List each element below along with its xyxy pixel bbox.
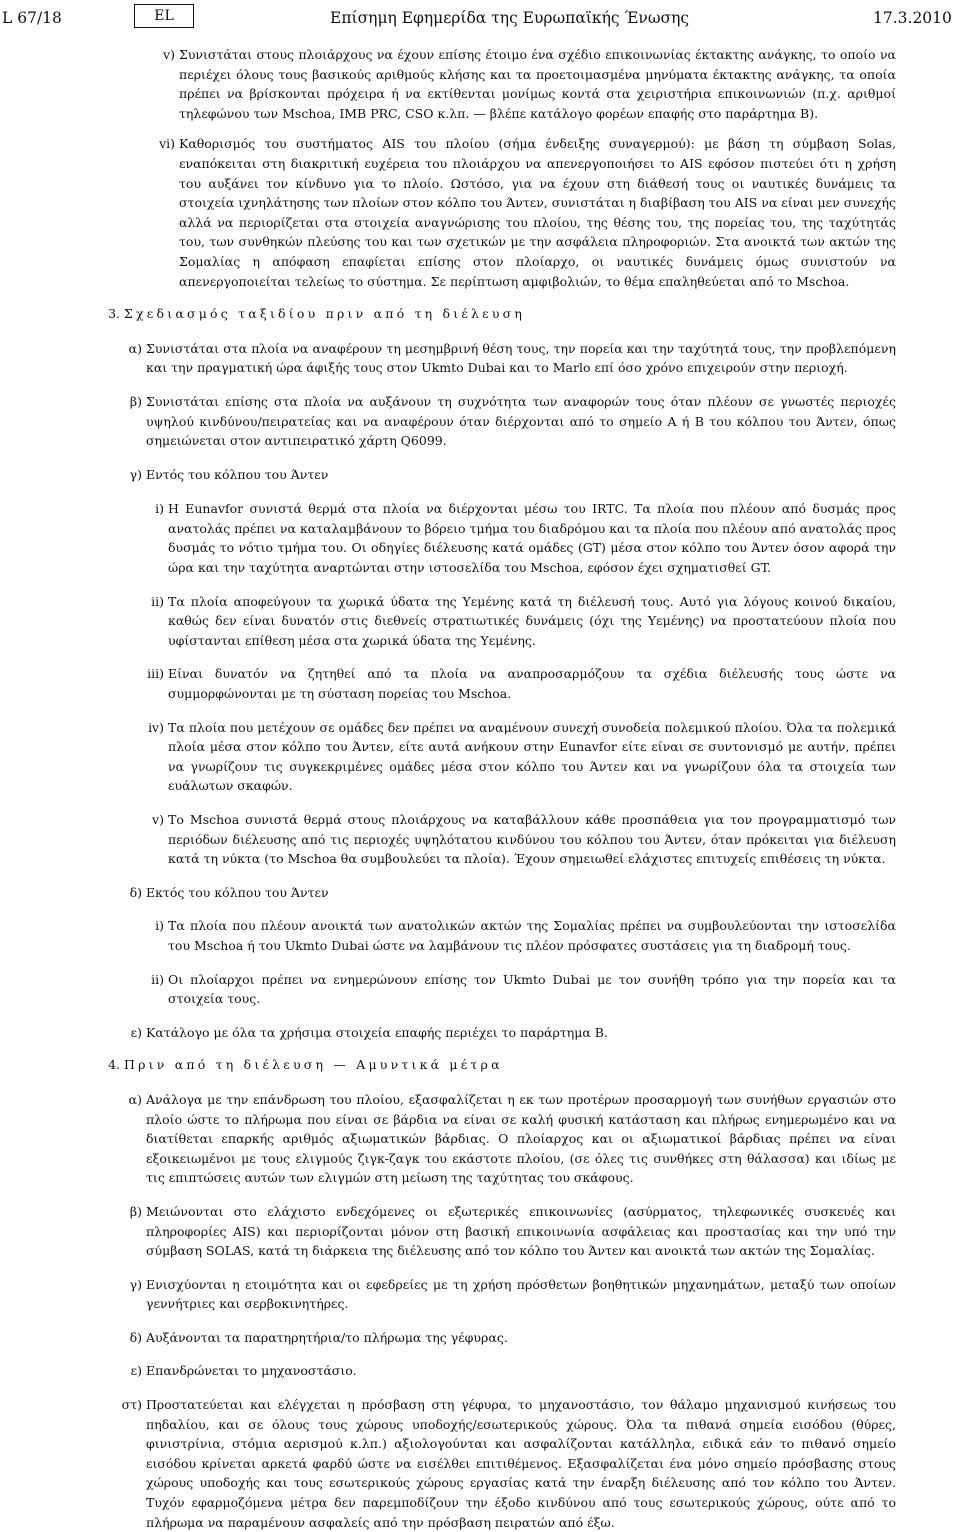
page-number: L 67/18: [2, 9, 62, 27]
item-label: στ): [121, 1397, 142, 1413]
paragraph-vi: [159, 134, 896, 291]
item-label: vi): [159, 136, 175, 152]
paragraph-4a: [128, 1090, 896, 1188]
subparagraph-g-iv: [148, 718, 896, 796]
item-label: i): [155, 501, 164, 517]
item-text: Τα πλοία που μετέχουν σε ομάδες δεν πρέπει να αναμένουν συνεχή συνοδεία πολεμικού πλοίου. Όλα τα πολεμικά πλοία μέσα στον κόλπο του Άντεν, είτε αυτά ανήκουν στην Eunavfor είτε είναι σε συντονισμό με αυτήν, πρέπει να γνωρίζουν τις συγκεκριμένες ομάδες μέσα στον κόλπο του Άντεν και να γνωρίζουν όλα τα στοιχεία των ευάλωτων σκαφών.: [168, 719, 896, 794]
item-text: Μειώνονται στο ελάχιστο ενδεχόμενες οι εξωτερικές επικοινωνίες (ασύρματος, τηλεφωνικές συσκευές και πληροφορίες AIS) και περιορίζονται μόνον στη βασική επικοινωνία ασφάλειας και προστασίας και την υπό την σύμβαση SOLAS, κατά τη διάρκεια της διέλευσης από τον κόλπο του Άντεν και ανοικτά των ακτών της Σομαλίας.: [146, 1203, 896, 1259]
paragraph-4g: [129, 1275, 896, 1314]
issue-date: 17.3.2010: [873, 9, 952, 27]
item-label: iii): [147, 666, 164, 682]
page-header: [0, 4, 960, 34]
item-text: Η Eunavfor συνιστά θερμά στα πλοία να διέρχονται μέσω του IRTC. Τα πλοία που πλέουν από δυσμάς προς ανατολάς πρέπει να καταλαμβάνουν το βόρειο τμήμα του διαδρόμου και τα πλοία που πλέουν από ανατολάς προς δυσμάς το νότιο τμήμα του. Οι οδηγίες διέλευσης κατά ομάδες (GT) μέσα στον κόλπο του Άντεν όσον αφορά την ώρα και την ταχύτητα αναρτώνται στην ιστοσελίδα του Mschoa, εφόσον έχει σχηματισθεί GT.: [168, 501, 896, 576]
paragraph-e: [130, 1023, 896, 1043]
item-label: β): [129, 1203, 142, 1219]
item-text: Εντός του κόλπου του Άντεν: [146, 466, 329, 482]
subparagraph-g-v: [152, 810, 896, 869]
paragraph-d: [129, 883, 896, 903]
section-heading-4: [108, 1055, 896, 1075]
item-label: iv): [148, 719, 164, 735]
item-text: Κατάλογο με όλα τα χρήσιμα στοιχεία επαφής περιέχει το παράρτημα Β.: [146, 1024, 608, 1040]
item-text: Τα πλοία αποφεύγουν τα χωρικά ύδατα της Υεμένης κατά τη διέλευσή τους. Αυτό για λόγους κοινού δικαίου, καθώς δεν είναι δυνατόν στις διεθνείς στρατιωτικές δυνάμεις (όχι της Υεμένης) να προστατεύουν πλοία που υφίστανται επίθεση μέσα στα χωρικά ύδατα της Υεμένης.: [168, 593, 896, 648]
item-text: Ενισχύονται η ετοιμότητα και οι εφεδρείες με τη χρήση πρόσθετων βοηθητικών μηχανημάτων, μεταξύ των οποίων γεννήτριες και σερβοκινητήρες.: [146, 1276, 896, 1312]
item-label: ii): [151, 971, 164, 987]
item-label: γ): [129, 1276, 142, 1292]
item-label: ε): [130, 1363, 142, 1379]
item-text: Προστατεύεται και ελέγχεται η πρόσβαση στη γέφυρα, το μηχανοστάσιο, τον θάλαμο μηχανισμού κινήσεως του πηδαλίου, και σε όλους τους χώρους υποδοχής/εσωτερικούς χώρους. Όλα τα πιθανά σημεία εισόδου (θύρες, φινιστρίνια, στόμια αερισμού κ.λπ.) αξιολογούνται και ασφαλίζονται κατάλληλα, ειδικά εάν το πιθανό σημείο εισόδου κρίνεται αρκετά φαρδύ ώστε να εισέλθει επιτιθέμενος. Εξασφαλίζεται ένα μόνο σημείο πρόσβασης στους χώρους υποδοχής και τους εσωτερικούς χώρους εργασίας κατά την έναρξη διέλευσης από τον κόλπο του Άντεν. Τυχόν εφαρμοζόμενα μέτρα δεν παρεμποδίζουν την έξοδο κινδύνου από τους εσωτερικούς χώρους, ούτε από το πλήρωμα να παραμένουν ασφαλείς από την πρόσβαση πειρατών από έξω.: [146, 1397, 896, 1530]
document-body: [0, 45, 960, 1532]
item-label: v): [152, 812, 164, 827]
item-label: δ): [129, 1329, 142, 1345]
paragraph-g: [129, 465, 896, 485]
language-badge: EL: [134, 4, 194, 28]
paragraph-4b: [129, 1202, 896, 1261]
item-text: Εκτός του κόλπου του Άντεν: [146, 884, 329, 900]
subparagraph-d-i: [155, 916, 896, 955]
section-title: Πριν από τη διέλευση — Αμυντικά μέτρα: [124, 1057, 503, 1073]
item-label: γ): [129, 466, 142, 482]
subparagraph-g-i: [155, 499, 896, 577]
item-text: Συνιστάται στους πλοιάρχους να έχουν επίσης έτοιμο ένα σχέδιο επικοινωνίας έκτακτης ανάγκης, το οποίο να περιέχει όλους τους βασικούς αριθμούς κλήσης και τα προετοιμασμένα μηνύματα έκτακτης ανάγκης, τα οποία πρέπει να βρίσκονται πρόχειρα ή να εκτίθενται μονίμως κοντά στα χειριστήρια επικοινωνιών (π.χ. αριθμοί τηλεφώνου των Mschoa, IMB PRC, CSO κ.λπ. — βλέπε κατάλογο φορέων επαφής στο παράρτημα Β).: [179, 47, 896, 121]
item-label: v): [163, 47, 175, 62]
journal-title: Επίσημη Εφημερίδα της Ευρωπαϊκής Ένωσης: [330, 9, 690, 27]
item-label: ε): [130, 1024, 142, 1040]
item-text: Είναι δυνατόν να ζητηθεί από τα πλοία να αναπροσαρμόζουν τα σχέδια διέλευσής τους ώστε να συμμορφώνονται με τη σύσταση πορείας του Mschoa.: [168, 666, 896, 702]
item-text: Αυξάνονται τα παρατηρητήρια/το πλήρωμα της γέφυρας.: [146, 1329, 508, 1345]
item-text: Συνιστάται επίσης στα πλοία να αυξάνουν τη συχνότητα των αναφορών τους όταν πλέουν σε γνωστές περιοχές υψηλού κινδύνου/πειρατείας και να αναφέρουν όταν διέρχονται από το σημείο Α ή Β του κόλπου του Άντεν, όπως σημειώνεται στον αντιπειρατικό χάρτη Q6099.: [146, 393, 896, 449]
item-text: Επανδρώνεται το μηχανοστάσιο.: [146, 1363, 357, 1379]
subparagraph-g-ii: [151, 592, 896, 651]
paragraph-4d: [129, 1328, 896, 1348]
paragraph-b: [129, 392, 896, 451]
item-label: δ): [129, 884, 142, 900]
paragraph-4st: [121, 1395, 896, 1532]
item-text: Οι πλοίαρχοι πρέπει να ενημερώνουν επίσης τον Ukmto Dubai με τον συνήθη τρόπο για την πορεία και τα στοιχεία τους.: [168, 971, 896, 1007]
section-heading-3: [108, 304, 896, 324]
item-text: Συνιστάται στα πλοία να αναφέρουν τη μεσημβρινή θέση τους, την πορεία και την ταχύτητά τους, την προβλεπόμενη και την πραγματική ώρα άφιξής τους στον Ukmto Dubai και το Marlo επί όσο χρόνο επιχειρούν στην περιοχή.: [146, 340, 896, 376]
paragraph-4e: [130, 1361, 896, 1381]
item-text: Το Mschoa συνιστά θερμά στους πλοιάρχους να καταβάλλουν κάθε προσπάθεια για τον προγραμματισμό των περιόδων διέλευσης από τις περιοχές υψηλότατου κινδύνου του κόλπου του Άντεν, όταν πρόκειται για διέλευση κατά τη νύκτα (το Mschoa θα συμβουλεύει τα πλοία). Έχουν σημειωθεί ελάχιστες επιτυχείς επιθέσεις τη νύκτα.: [168, 812, 896, 867]
item-label: ii): [151, 593, 164, 609]
section-title: Σχεδιασμός ταξιδίου πριν από τη διέλευση: [124, 306, 526, 322]
item-text: Ανάλογα με την επάνδρωση του πλοίου, εξασφαλίζεται η εκ των προτέρων προσαρμογή των συνήθων εργασιών στο πλοίο ώστε το πλήρωμα που είναι σε βάρδια να είναι σε καλή φυσική κατάσταση και πλήρως ενημερωμένο και να διατίθεται επαρκής αριθμός αξιωματικών βάρδιας. Ο πλοίαρχος και οι αξιωματικοί βάρδιας πρέπει να είναι εξοικειωμένοι με τους ελιγμούς ζιγκ-ζαγκ του εκάστοτε πλοίου, (σε όλες τις συνθήκες στη θάλασσα) και ιδίως με τις επιπτώσεις αυτών των ελιγμών στη μείωση της ταχύτητας του σκάφους.: [146, 1091, 896, 1186]
item-label: i): [155, 918, 164, 934]
paragraph-a: [128, 339, 896, 378]
paragraph-v: [163, 45, 896, 123]
section-number: 3.: [108, 306, 120, 322]
item-text: Καθορισμός του συστήματος AIS του πλοίου (σήμα ένδειξης συναγερμού): με βάση τη σύμβαση Solas, εναπόκειται στη διακριτική ευχέρεια του πλοιάρχου να απενεργοποιήσει το AIS εφόσον πιστεύει ότι η χρήση του αυξάνει τον κίνδυνο για το πλοίο. Ωστόσο, για να έχουν στη διάθεσή τους οι ναυτικές δυνάμεις τα στοιχεία ιχνηλάτησης των πλοίων στον κόλπο του Άντεν, συνιστάται η διαβίβαση του AIS να είναι μεν συνεχής αλλά να περιορίζεται στα στοιχεία αναγνώρισης του πλοίου, της θέσης του, της πορείας του, της ταχύτητάς του, των συνθηκών πλεύσης του και των σχετικών με την ασφάλεια πληροφοριών. Στα ανοικτά των ακτών της Σομαλίας η απόφαση επαφίεται επίσης στον πλοίαρχο, οι ναυτικές δυνάμεις όμως συνιστούν να απενεργοποιείται τελείως το σύστημα. Σε περίπτωση αμφιβολιών, το θέμα επαληθεύεται από το Mschoa.: [179, 136, 896, 289]
item-label: α): [128, 340, 142, 356]
subparagraph-g-iii: [147, 664, 896, 703]
subparagraph-d-ii: [151, 970, 896, 1009]
item-label: α): [128, 1091, 142, 1107]
item-label: β): [129, 393, 142, 409]
item-text: Τα πλοία που πλέουν ανοικτά των ανατολικών ακτών της Σομαλίας πρέπει να συμβουλεύονται την ιστοσελίδα του Mschoa ή του Ukmto Dubai ώστε να λαμβάνουν τις πλέον πρόσφατες συστάσεις για τη διαδρομή τους.: [168, 918, 896, 953]
section-number: 4.: [108, 1057, 120, 1073]
